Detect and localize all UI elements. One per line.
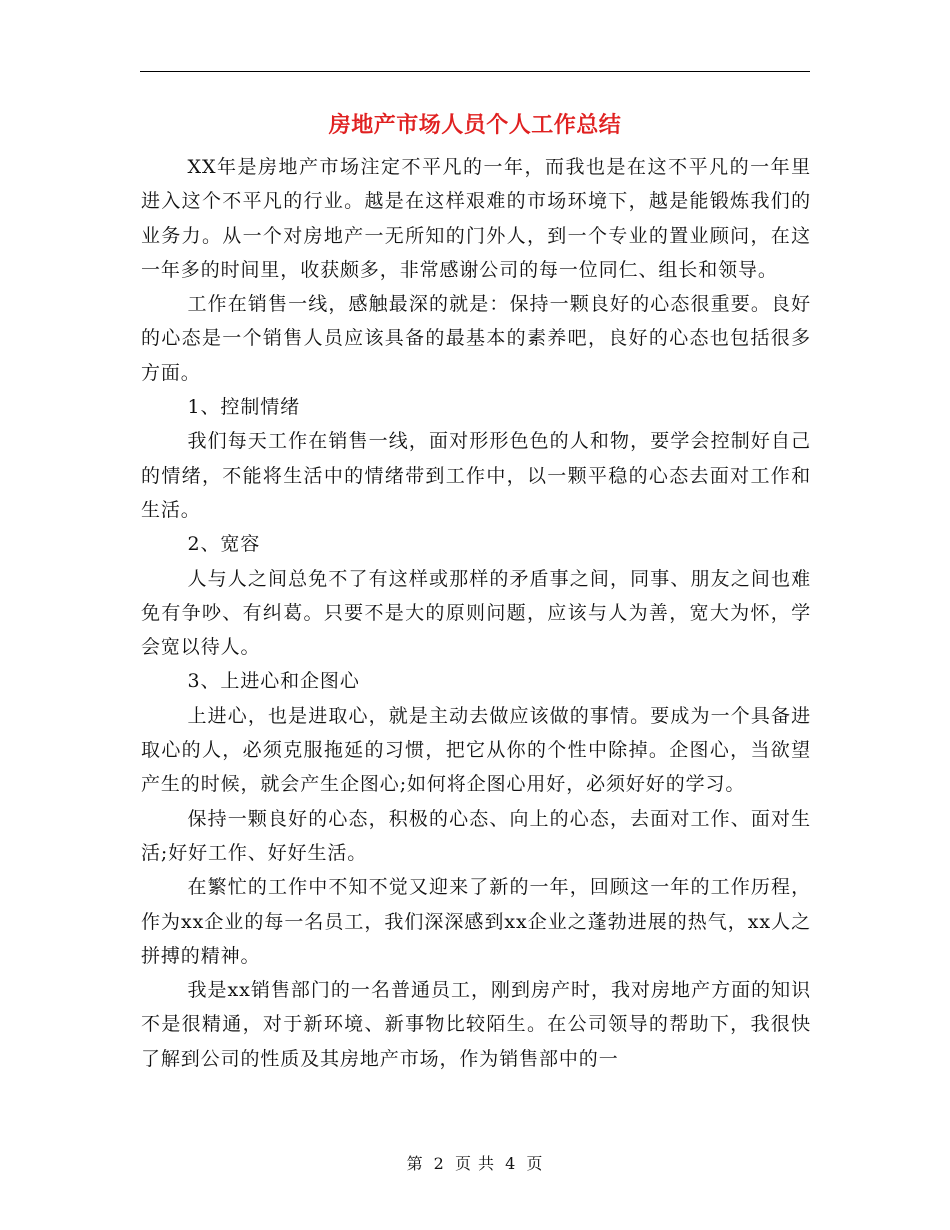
paragraph: 上进心，也是进取心，就是主动去做应该做的事情。要成为一个具备进取心的人，必须克服拖延的习惯，把它从你的个性中除掉。企图心，当欲望产生的时候，就会产生企图心;如何将企图心用好，必须好好的学习。 bbox=[141, 704, 811, 796]
section-heading: 1、控制情绪 bbox=[187, 396, 301, 419]
paragraph: 我是xx销售部门的一名普通员工，刚到房产时，我对房地产方面的知识不是很精通，对于新环境、新事物比较陌生。在公司领导的帮助下，我很快了解到公司的性质及其房地产市场，作为销售部中的一 bbox=[141, 979, 811, 1070]
footer-prefix: 第 bbox=[406, 1154, 424, 1173]
footer-total-pages: 4 bbox=[505, 1154, 517, 1173]
footer-middle: 页 共 bbox=[454, 1154, 496, 1173]
section-heading: 3、上进心和企图心 bbox=[187, 670, 360, 693]
footer-page-number: 2 bbox=[433, 1154, 445, 1173]
paragraph: XX年是房地产市场注定不平凡的一年，而我也是在这不平凡的一年里进入这个不平凡的行业。越是在这样艰难的市场环境下，越是能锻炼我们的业务力。从一个对房地产一无所知的门外人，到一个专业的置业顾问，在这一年多的时间里，收获颇多，非常感谢公司的每一位同仁、组长和领导。 bbox=[141, 156, 811, 281]
paragraph: 工作在销售一线，感触最深的就是：保持一颗良好的心态很重要。良好的心态是一个销售人员应该具备的最基本的素养吧，良好的心态也包括很多方面。 bbox=[141, 293, 811, 384]
paragraph: 人与人之间总免不了有这样或那样的矛盾事之间，同事、朋友之间也难免有争吵、有纠葛。只要不是大的原则问题，应该与人为善，宽大为怀，学会宽以待人。 bbox=[141, 567, 811, 659]
paragraph: 保持一颗良好的心态，积极的心态、向上的心态，去面对工作、面对生活;好好工作、好好生活。 bbox=[141, 807, 811, 864]
page-footer bbox=[0, 1152, 950, 1176]
paragraph: 我们每天工作在销售一线，面对形形色色的人和物，要学会控制好自己的情绪，不能将生活中的情绪带到工作中，以一颗平稳的心态去面对工作和生活。 bbox=[141, 430, 811, 521]
document-body bbox=[141, 150, 811, 1076]
header-rule bbox=[140, 71, 810, 72]
document-title: 房地产市场人员个人工作总结 bbox=[328, 113, 622, 138]
footer-suffix: 页 bbox=[526, 1154, 544, 1173]
paragraph: 在繁忙的工作中不知不觉又迎来了新的一年，回顾这一年的工作历程，作为xx企业的每一名员工，我们深深感到xx企业之蓬勃进展的热气，xx人之拼搏的精神。 bbox=[141, 876, 811, 967]
section-heading: 2、宽容 bbox=[187, 533, 261, 556]
